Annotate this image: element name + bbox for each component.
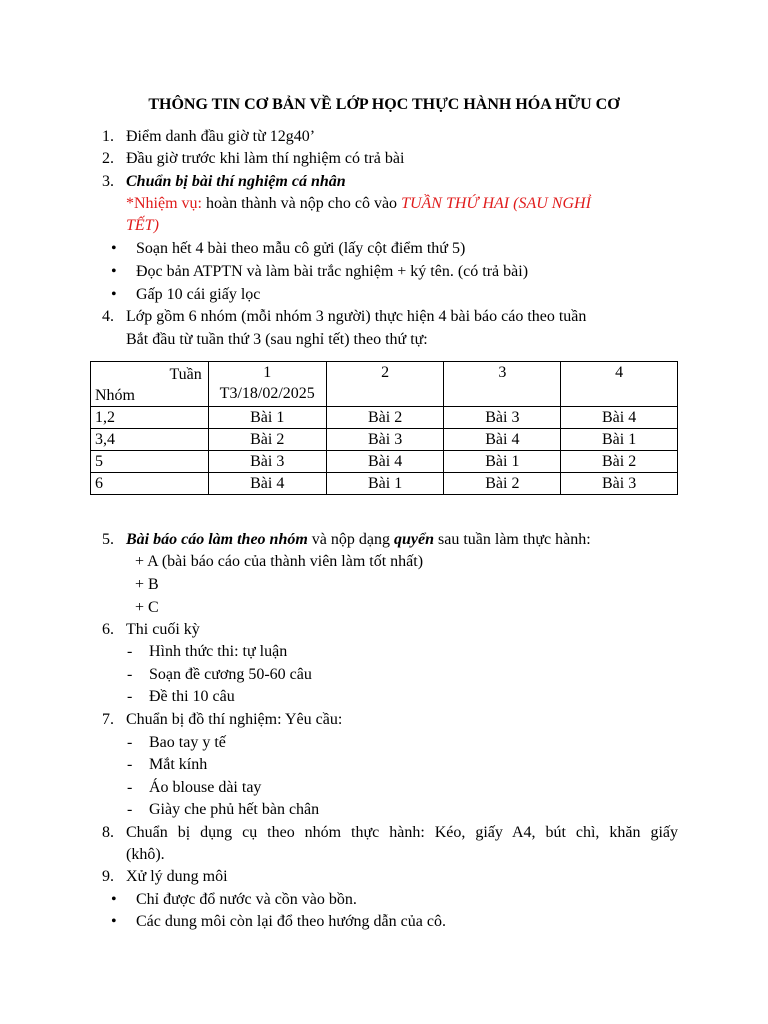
item-8-text-line2: (khô). bbox=[126, 846, 165, 863]
item-3-text: Chuẩn bị bài thí nghiệm cá nhân bbox=[126, 173, 346, 190]
item-7-sub-2: Mắt kính bbox=[149, 756, 208, 773]
item-4-number: 4. bbox=[102, 308, 114, 325]
corner-week-label: Tuần bbox=[169, 366, 202, 383]
table-cell: Bài 4 bbox=[326, 451, 444, 473]
item-2-text: Đầu giờ trước khi làm thí nghiệm có trả bài bbox=[126, 150, 405, 167]
item-2-number: 2. bbox=[102, 150, 114, 167]
item-5-bold: Bài báo cáo làm theo nhóm bbox=[126, 531, 308, 548]
table-cell: Bài 3 bbox=[561, 473, 678, 495]
item-8-number: 8. bbox=[102, 824, 114, 841]
table-cell: Bài 1 bbox=[326, 473, 444, 495]
table-cell: Bài 3 bbox=[444, 407, 561, 429]
item-6-sub-1: Hình thức thi: tự luận bbox=[149, 643, 288, 660]
item-1-text: Điểm danh đầu giờ từ 12g40’ bbox=[126, 128, 316, 145]
item-6-number: 6. bbox=[102, 621, 114, 638]
table-cell: Bài 2 bbox=[444, 473, 561, 495]
item-9-bullet-2: Các dung môi còn lại đổ theo hướng dẫn của cô. bbox=[136, 913, 446, 930]
table-cell: Bài 4 bbox=[208, 473, 326, 495]
item-7-sub-1: Bao tay y tế bbox=[149, 734, 226, 751]
table-cell: Bài 2 bbox=[208, 429, 326, 451]
table-cell: Bài 3 bbox=[326, 429, 444, 451]
item-5-text bbox=[126, 530, 591, 550]
item-5-mid: và nộp dạng bbox=[307, 531, 394, 548]
item-9-text: Xử lý dung môi bbox=[126, 868, 228, 885]
task-deadline-cont: TẾT) bbox=[126, 217, 159, 234]
table-row bbox=[91, 451, 678, 473]
table-cell: Bài 1 bbox=[444, 451, 561, 473]
week-1-date: T3/18/02/2025 bbox=[219, 385, 315, 402]
table-cell: Bài 3 bbox=[208, 451, 326, 473]
table-cell: Bài 1 bbox=[561, 429, 678, 451]
item-4-text-line2: Bắt đầu từ tuần thứ 3 (sau nghỉ tết) theo thứ tự: bbox=[126, 331, 428, 348]
item-7-text: Chuẩn bị đồ thí nghiệm: Yêu cầu: bbox=[126, 711, 343, 728]
item-3-number: 3. bbox=[102, 173, 114, 190]
bullet-icon: • bbox=[111, 913, 117, 930]
bullet-icon: • bbox=[111, 263, 117, 280]
schedule-table bbox=[90, 361, 678, 495]
item-3-bullet-2: Đọc bản ATPTN và làm bài trắc nghiệm + ký tên. (có trả bài) bbox=[136, 263, 529, 280]
table-corner-cell bbox=[91, 362, 209, 407]
item-3-task bbox=[126, 194, 591, 214]
item-5-sub-2: + B bbox=[135, 576, 159, 593]
item-3-bullet-1: Soạn hết 4 bài theo mẫu cô gửi (lấy cột điểm thứ 5) bbox=[136, 240, 466, 257]
dash-icon: - bbox=[127, 666, 133, 683]
table-cell: Bài 1 bbox=[208, 407, 326, 429]
week-header-2: 2 bbox=[326, 362, 444, 407]
table-row bbox=[91, 429, 678, 451]
item-5-number: 5. bbox=[102, 531, 114, 548]
group-cell: 3,4 bbox=[91, 429, 209, 451]
dash-icon: - bbox=[127, 756, 133, 773]
task-deadline: TUẦN THỨ HAI (SAU NGHỈ bbox=[401, 195, 591, 212]
corner-group-label: Nhóm bbox=[95, 387, 135, 404]
group-cell: 6 bbox=[91, 473, 209, 495]
item-5-sub-1: + A (bài báo cáo của thành viên làm tốt nhất) bbox=[135, 553, 424, 570]
table-header-row bbox=[91, 362, 678, 407]
table-cell: Bài 4 bbox=[444, 429, 561, 451]
item-4-text: Lớp gồm 6 nhóm (mỗi nhóm 3 người) thực hiện 4 bài báo cáo theo tuần bbox=[126, 308, 587, 325]
item-5-end: sau tuần làm thực hành: bbox=[434, 531, 591, 548]
dash-icon: - bbox=[127, 734, 133, 751]
dash-icon: - bbox=[127, 643, 133, 660]
table-cell: Bài 4 bbox=[561, 407, 678, 429]
item-6-sub-3: Đề thi 10 câu bbox=[149, 688, 235, 705]
item-7-sub-4: Giày che phủ hết bàn chân bbox=[149, 801, 320, 818]
table-row bbox=[91, 407, 678, 429]
item-6-sub-2: Soạn đề cương 50-60 câu bbox=[149, 666, 312, 683]
bullet-icon: • bbox=[111, 891, 117, 908]
page-title: THÔNG TIN CƠ BẢN VỀ LỚP HỌC THỰC HÀNH HÓA HỮU CƠ bbox=[148, 96, 620, 113]
item-7-sub-3: Áo blouse dài tay bbox=[149, 779, 262, 796]
group-cell: 1,2 bbox=[91, 407, 209, 429]
table-cell: Bài 2 bbox=[561, 451, 678, 473]
bullet-icon: • bbox=[111, 240, 117, 257]
item-9-number: 9. bbox=[102, 868, 114, 885]
dash-icon: - bbox=[127, 688, 133, 705]
table-cell: Bài 2 bbox=[326, 407, 444, 429]
item-1-number: 1. bbox=[102, 128, 114, 145]
week-number: 1 bbox=[263, 364, 272, 381]
group-cell: 5 bbox=[91, 451, 209, 473]
item-6-text: Thi cuối kỳ bbox=[126, 621, 200, 638]
item-7-number: 7. bbox=[102, 711, 114, 728]
dash-icon: - bbox=[127, 779, 133, 796]
dash-icon: - bbox=[127, 801, 133, 818]
item-8-text: Chuẩn bị dụng cụ theo nhóm thực hành: Kéo, giấy A4, bút chì, khăn giấy bbox=[126, 824, 678, 841]
task-label: *Nhiệm vụ: bbox=[126, 195, 202, 212]
week-header-4: 4 bbox=[561, 362, 678, 407]
bullet-icon: • bbox=[111, 286, 117, 303]
week-header-1 bbox=[208, 362, 326, 407]
task-text: hoàn thành và nộp cho cô vào bbox=[202, 195, 402, 212]
item-5-sub-3: + C bbox=[135, 599, 159, 616]
item-9-bullet-1: Chỉ được đổ nước và cồn vào bồn. bbox=[136, 891, 357, 908]
week-header-3: 3 bbox=[444, 362, 561, 407]
table-row bbox=[91, 473, 678, 495]
item-5-bold2: quyển bbox=[394, 531, 434, 548]
item-3-bullet-3: Gấp 10 cái giấy lọc bbox=[136, 286, 261, 303]
